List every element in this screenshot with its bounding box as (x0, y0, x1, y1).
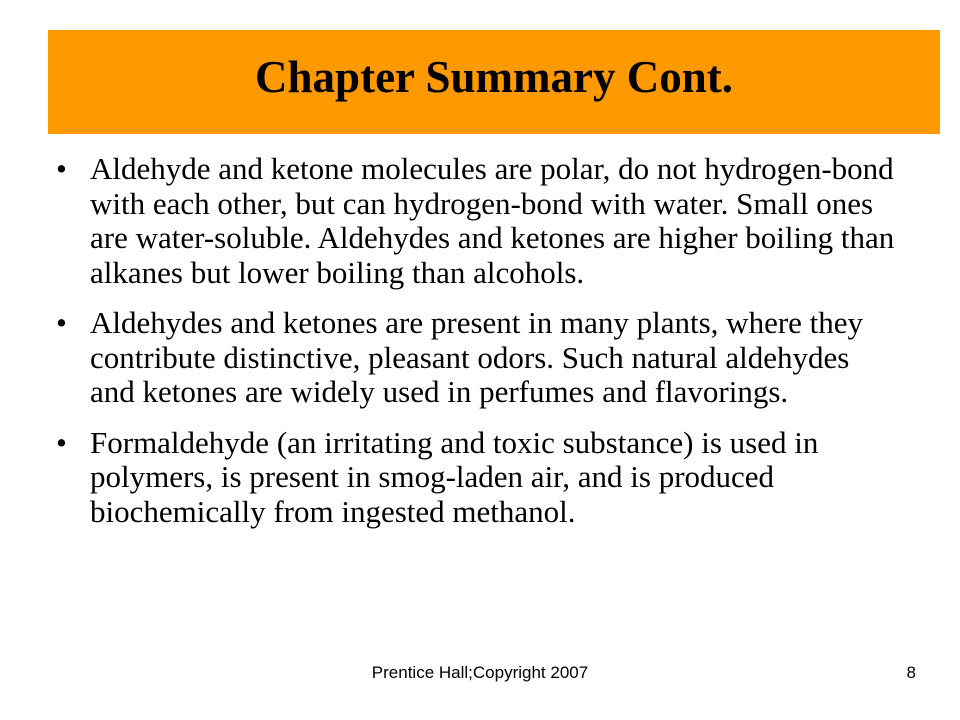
footer-copyright: Prentice Hall;Copyright 2007 (371, 663, 589, 682)
bullet-icon: • (56, 305, 67, 340)
title-bar (48, 30, 940, 134)
bullet-list (56, 152, 896, 545)
bullet-item (56, 426, 896, 530)
bullet-text: Formaldehyde (an irritating and toxic substance) is used in polymers, is present in smog-laden air, and is produced biochemically from ingested methanol. (90, 424, 819, 529)
slide-number: 8 (906, 663, 916, 682)
bullet-text: Aldehydes and ketones are present in many plants, where they contribute distinctive, pleasant odors. Such natural aldehydes and ketones are widely used in perfumes and flavorings. (90, 305, 864, 409)
bullet-icon: • (56, 424, 67, 460)
slide-title: Chapter Summary Cont. (255, 52, 733, 102)
bullet-item (56, 152, 896, 290)
bullet-text: Aldehyde and ketone molecules are polar, do not hydrogen-bond with each other, but can hydrogen-bond with water. Small ones are water-soluble. Aldehydes and ketones are higher boiling than alkanes but lower boiling than alcohols. (90, 151, 895, 290)
bullet-item (56, 306, 896, 410)
bullet-icon: • (56, 151, 67, 186)
